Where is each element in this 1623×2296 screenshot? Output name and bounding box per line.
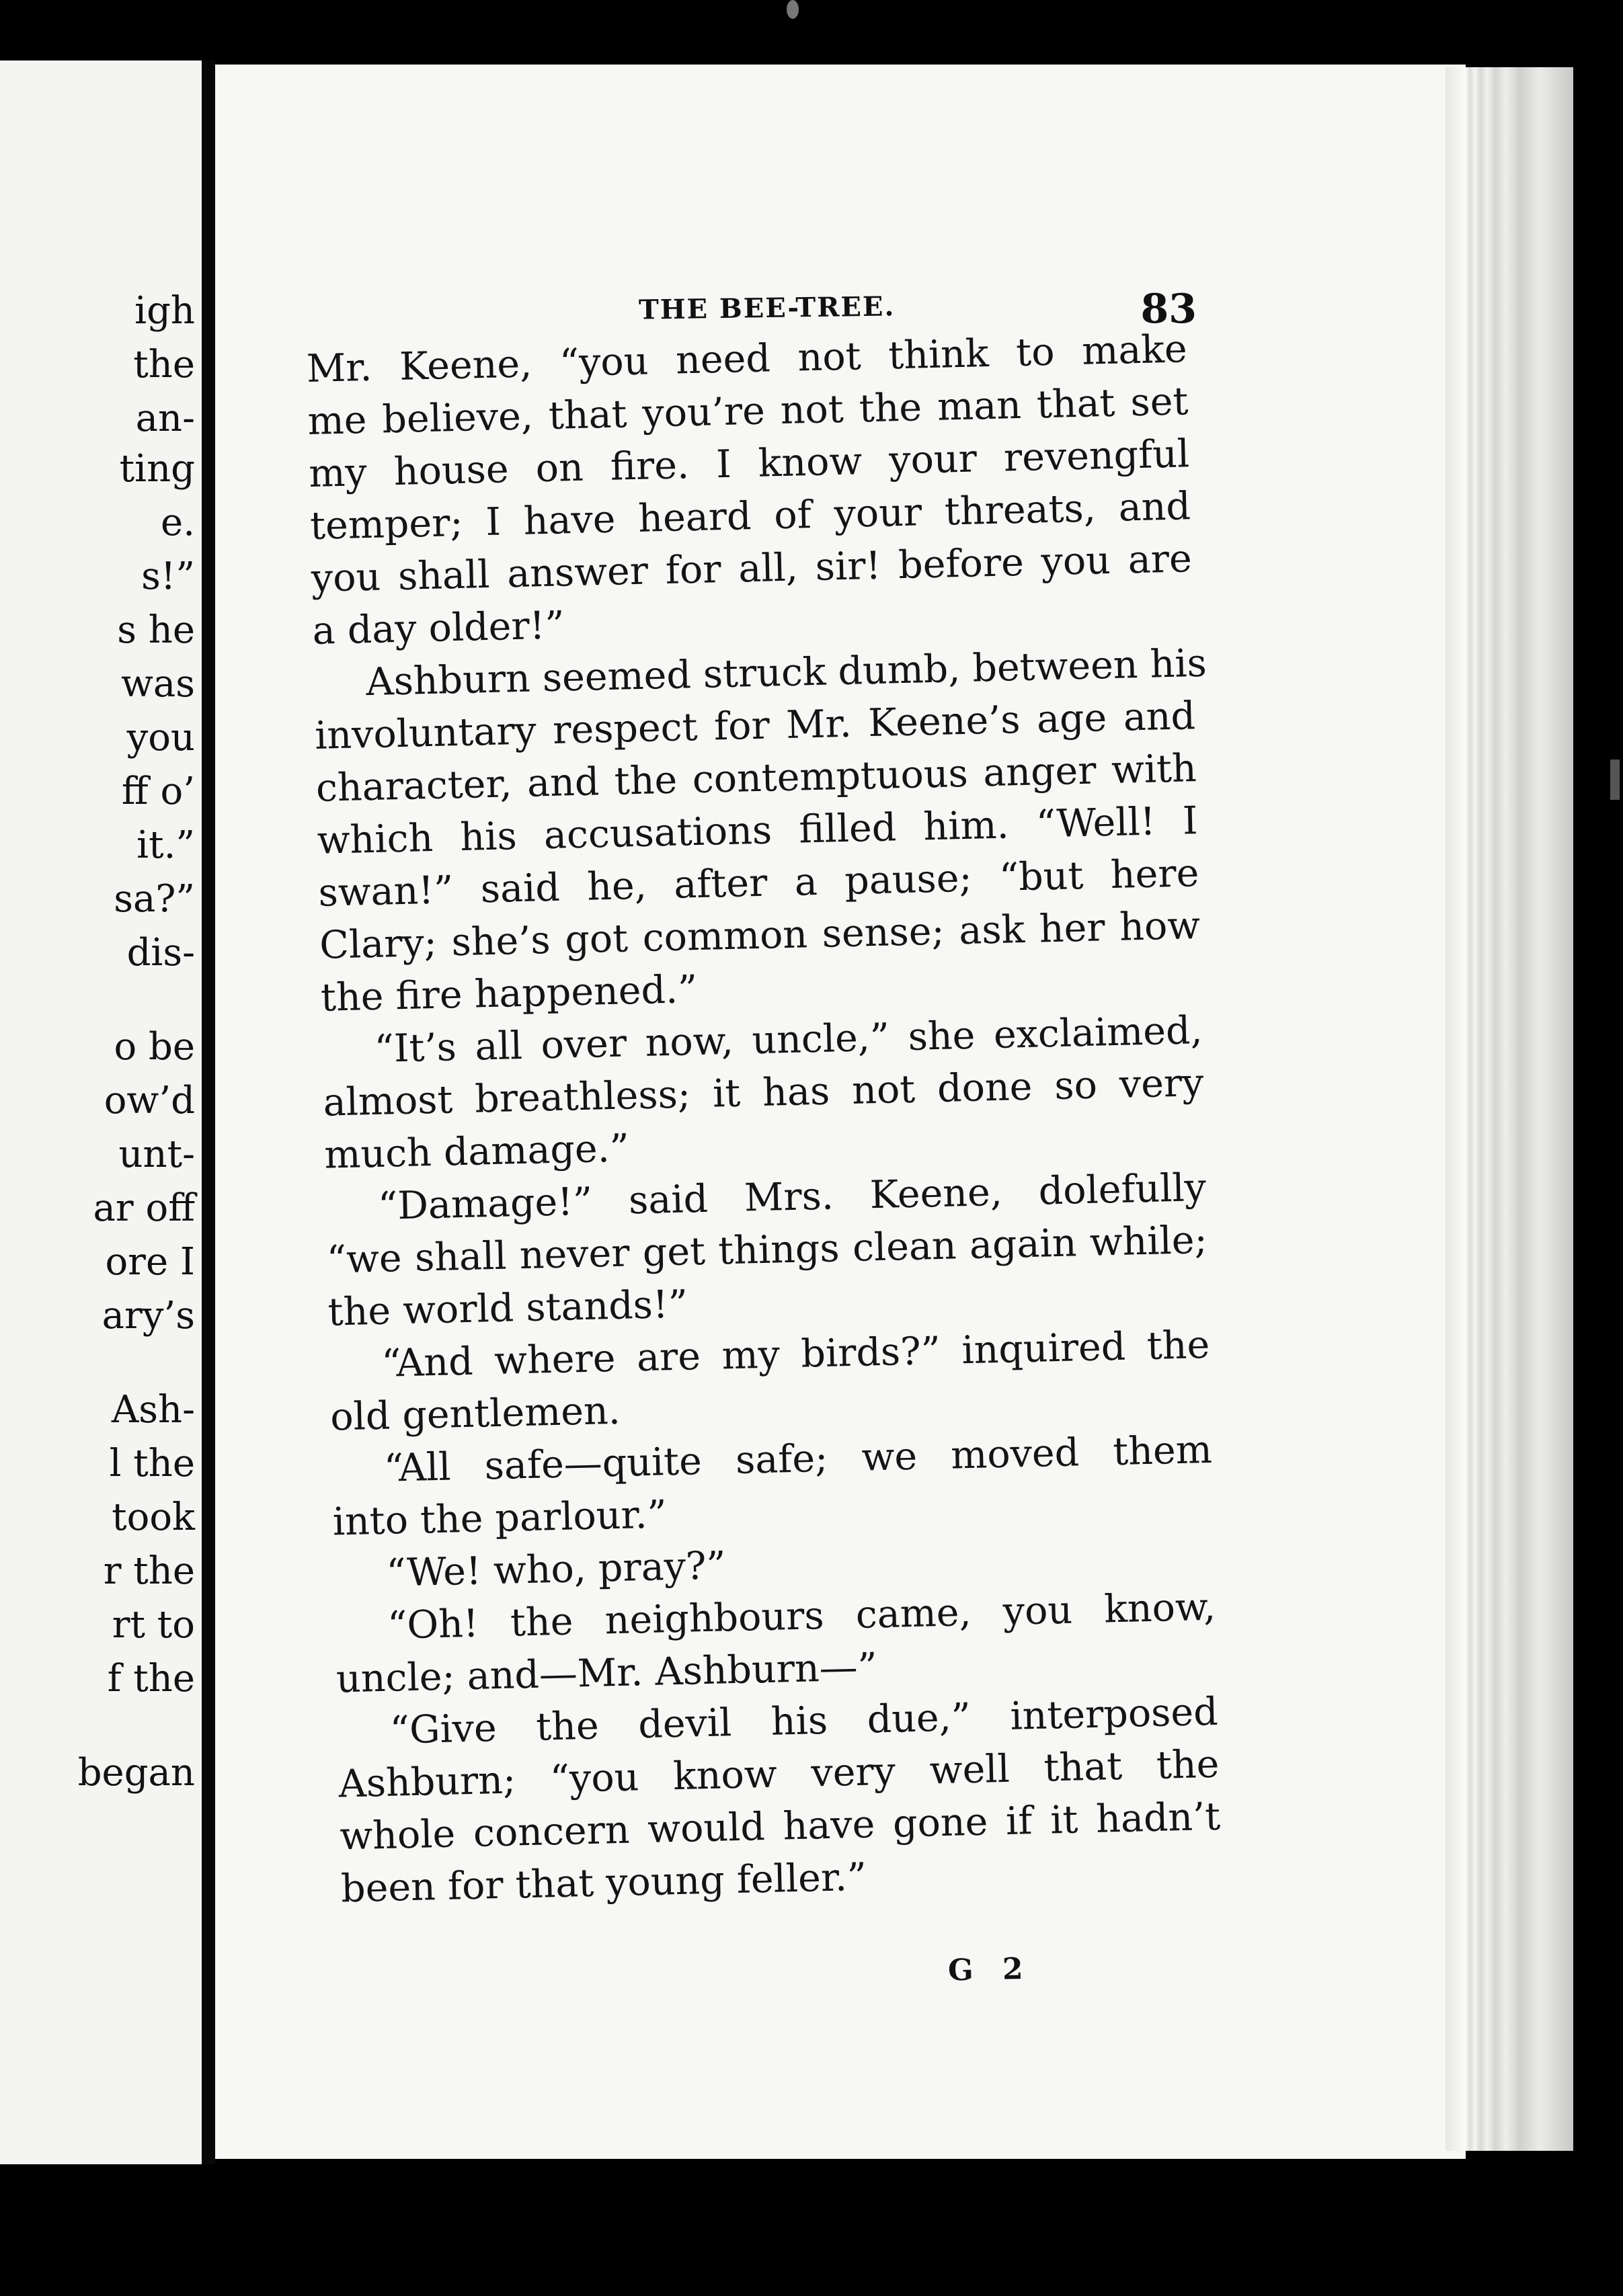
left-page-fragment: l the <box>109 1442 195 1485</box>
left-page-fragment: igh <box>134 289 195 333</box>
book-gutter <box>202 60 215 2164</box>
page-edges <box>1446 67 1573 2151</box>
text-line: whole concern would have gone if it hadn’t <box>339 1794 1221 1859</box>
text-line: involuntary respect for Mr. Keene’s age and <box>314 694 1196 758</box>
text-line: the fire happened.” <box>320 967 698 1020</box>
text-line: character, and the contemptuous anger with <box>315 746 1197 811</box>
left-page-fragment: ow’d <box>104 1079 195 1122</box>
left-page-fragment: unt- <box>118 1133 195 1176</box>
text-line: Ashburn; “you know very well that the <box>338 1741 1220 1807</box>
left-page-fragment: an- <box>135 397 195 440</box>
signature-mark: G 2 <box>947 1951 1033 1988</box>
text-line: my house on fire. I know your revengful <box>308 432 1190 496</box>
text-line: swan!” said he, after a pause; “but here <box>317 851 1199 915</box>
scan-speck <box>787 0 799 19</box>
text-line: Mr. Keene, “you need not think to make <box>306 327 1188 391</box>
text-line: “It’s all over now, uncle,” she exclaimed, <box>374 1008 1203 1071</box>
text-line: almost breathless; it has not done so very <box>322 1060 1205 1125</box>
text-line: “Give the devil his due,” interposed <box>389 1689 1219 1753</box>
left-page-fragment: it.” <box>136 823 195 867</box>
text-line: much damage.” <box>323 1126 630 1178</box>
page-number: 83 <box>1140 286 1197 333</box>
text-line: uncle; and—Mr. Ashburn—” <box>335 1645 878 1702</box>
running-head: THE BEE-TREE. <box>638 290 896 326</box>
text-line: which his accusations filled him. “Well! I <box>317 798 1199 863</box>
left-page-fragment: you <box>126 716 195 760</box>
left-page-fragment: rt to <box>112 1603 195 1647</box>
text-line: temper; I have heard of your threats, and <box>309 484 1191 548</box>
left-page-fragment: r the <box>103 1549 195 1593</box>
text-line: been for that young feller.” <box>340 1854 867 1912</box>
left-page-fragment: s!” <box>141 555 195 598</box>
text-line: “Oh! the neighbours came, you know, <box>387 1584 1216 1648</box>
left-page-fragment: s he <box>117 608 195 652</box>
left-page-fragment: dis- <box>126 931 195 975</box>
left-page-fragment: the <box>133 343 195 386</box>
left-page-fragment: f the <box>107 1657 195 1700</box>
left-page-fragment: began <box>77 1751 195 1795</box>
left-page-fragment: ar off <box>93 1186 195 1230</box>
text-line: old gentlemen. <box>329 1388 621 1440</box>
left-page-fragment: e. <box>161 501 195 544</box>
text-line: into the parlour.” <box>332 1492 668 1545</box>
edge-mark <box>1610 760 1620 800</box>
left-page-fragment: was <box>120 662 195 706</box>
left-facing-page <box>0 60 202 2164</box>
text-line: me believe, that you’re not the man that set <box>307 379 1189 444</box>
text-line: Ashburn seemed struck dumb, between his <box>365 641 1208 705</box>
left-page-fragment: o be <box>114 1025 195 1069</box>
body-text <box>306 323 1222 1915</box>
text-line: Clary; she’s got common sense; ask her how <box>319 903 1201 968</box>
left-page-fragment: Ash- <box>111 1388 195 1432</box>
text-line: “All safe—quite safe; we moved them <box>383 1427 1213 1491</box>
text-line: “We! who, pray?” <box>385 1543 727 1596</box>
text-line: you shall answer for all, sir! before you are <box>311 536 1193 601</box>
text-line: a day older!” <box>311 603 565 653</box>
text-line: “Damage!” said Mrs. Keene, dolefully <box>377 1165 1207 1229</box>
left-page-fragment: ore I <box>105 1240 195 1284</box>
left-page-fragment: ting <box>119 447 195 491</box>
left-page-fragment: ary’s <box>102 1294 195 1338</box>
left-page-fragment: took <box>112 1495 195 1539</box>
text-line: the world stands!” <box>327 1282 688 1335</box>
left-page-fragment: ff o’ <box>121 770 195 813</box>
text-line: “And where are my birds?” inquired the <box>381 1322 1210 1386</box>
text-line: “we shall never get things clean again while; <box>326 1217 1208 1282</box>
left-page-fragment: sa?” <box>114 877 195 921</box>
